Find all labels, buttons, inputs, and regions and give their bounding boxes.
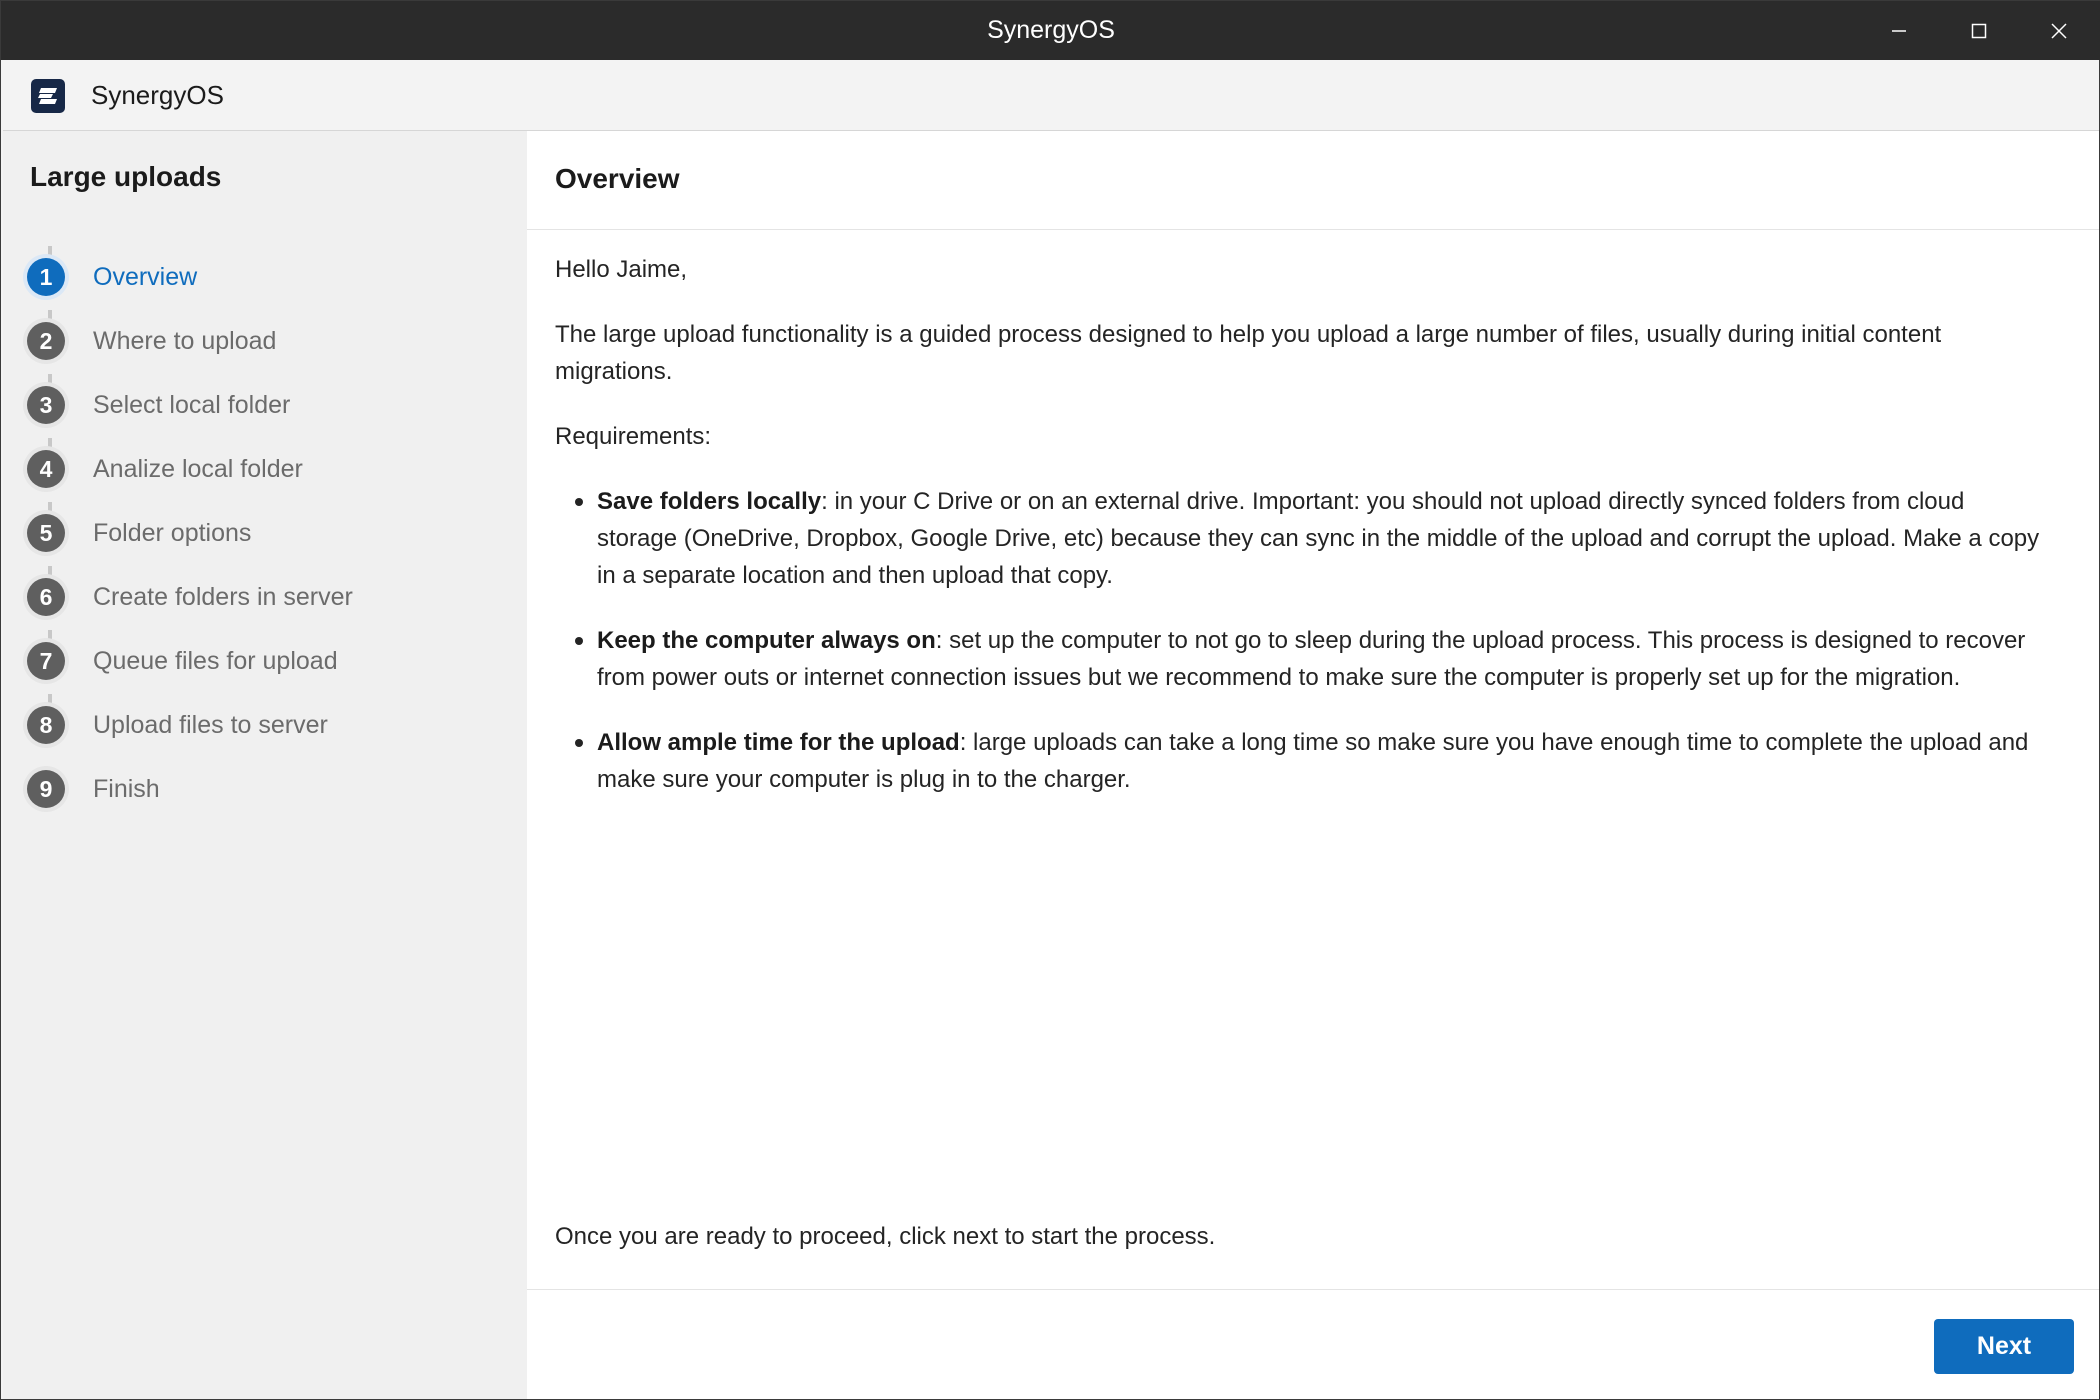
step-queue-files-for-upload[interactable] [27,636,507,686]
list-item [597,724,2045,798]
maximize-icon [1969,21,1989,41]
sidebar-title: Large uploads [30,161,222,192]
requirements-label: Requirements: [555,423,712,450]
app-header [3,60,2099,131]
overview-content [555,251,2045,826]
step-number-badge: 4 [27,450,65,488]
step-number-badge: 8 [27,706,65,744]
step-folder-options[interactable] [27,508,507,558]
wizard-sidebar [3,131,527,1399]
step-label: Folder options [93,518,252,547]
step-where-to-upload[interactable] [27,316,507,366]
step-upload-files-to-server[interactable] [27,700,507,750]
requirement-title: Allow ample time for the upload [597,729,960,756]
list-item [597,483,2045,594]
requirement-text: : large uploads can take a long time so make sure you have enough time to complete the upload and make sure your computer is plug in to the charger. [597,729,2029,793]
synergyos-logo-icon [31,79,65,113]
list-item [597,622,2045,696]
requirements-list [555,483,2045,798]
step-overview[interactable] [27,252,507,302]
step-analize-local-folder[interactable] [27,444,507,494]
step-number-badge: 5 [27,514,65,552]
step-number-badge: 2 [27,322,65,360]
minimize-button[interactable] [1859,1,1939,60]
next-button[interactable]: Next [1934,1319,2074,1374]
requirement-title: Save folders locally [597,488,822,515]
step-label: Analize local folder [93,454,303,483]
intro-text: The large upload functionality is a guided process designed to help you upload a large number of files, usually during initial content migrations. [555,321,1942,385]
step-label: Create folders in server [93,582,353,611]
requirement-text: : set up the computer to not go to sleep during the upload process. This process is designed to recover from power outs or internet connection issues but we recommend to make sure the computer is properly set up for the migration. [597,627,2026,691]
step-number-badge: 3 [27,386,65,424]
step-number-badge: 7 [27,642,65,680]
close-button[interactable] [2019,1,2099,60]
step-number-badge: 1 [27,258,65,296]
requirement-title: Keep the computer always on [597,627,936,654]
step-label: Upload files to server [93,710,328,739]
step-number-badge: 9 [27,770,65,808]
proceed-text: Once you are ready to proceed, click next to start the process. [555,1223,1216,1250]
title-bar[interactable] [1,1,2100,60]
page-title: Overview [555,163,680,194]
step-label: Finish [93,774,160,803]
close-icon [2049,21,2069,41]
greeting-text: Hello Jaime, [555,256,688,283]
main-panel [527,131,2099,1399]
step-label: Overview [93,262,198,291]
step-number-badge: 6 [27,578,65,616]
step-create-folders-in-server[interactable] [27,572,507,622]
maximize-button[interactable] [1939,1,2019,60]
step-label: Select local folder [93,390,291,419]
requirement-text: : in your C Drive or on an external drive. Important: you should not upload directly synced folders from cloud storage (OneDrive, Dropbox, Google Drive, etc) because they can sync in the middle of the upload and corrupt the upload. Make a copy in a separate location and then upload that copy. [597,488,2040,589]
step-label: Where to upload [93,326,277,355]
minimize-icon [1889,21,1909,41]
main-footer [527,1289,2099,1399]
app-name: SynergyOS [91,80,224,110]
window-title: SynergyOS [987,16,1115,44]
main-header [527,131,2099,230]
step-finish[interactable] [27,764,507,814]
step-label: Queue files for upload [93,646,338,675]
step-select-local-folder[interactable] [27,380,507,430]
